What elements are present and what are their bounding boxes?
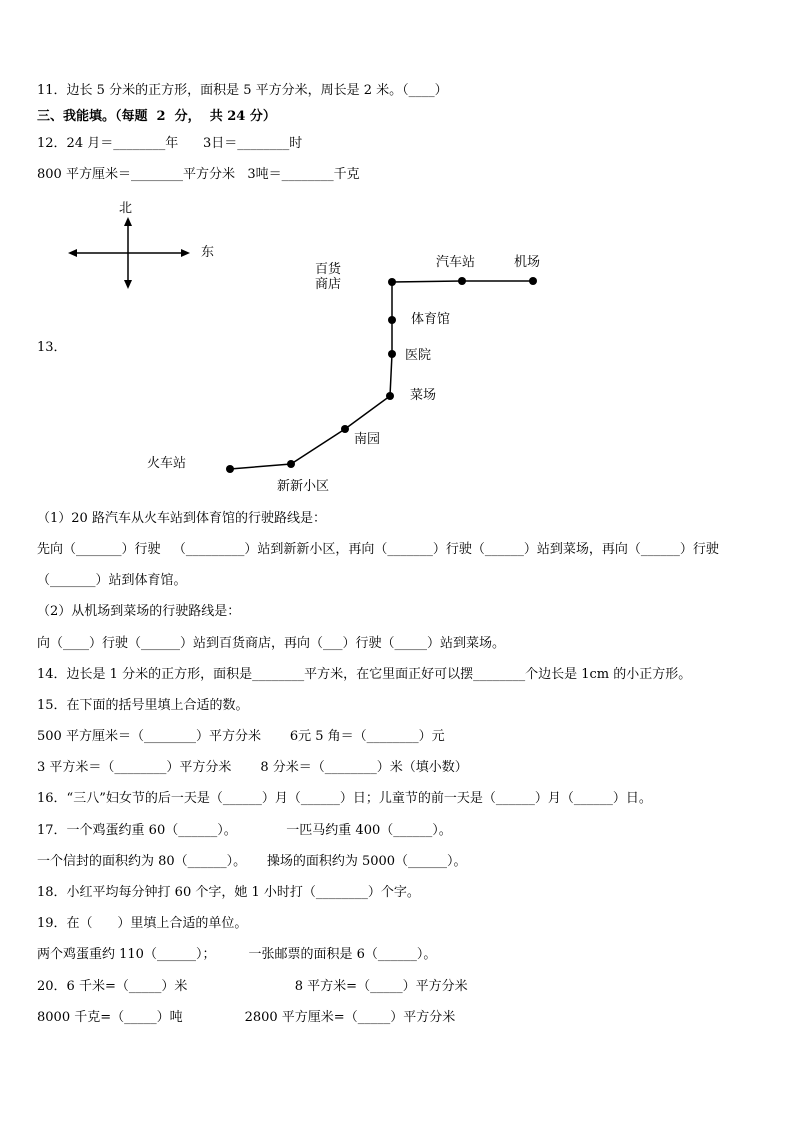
station-yiyuan-dot: [388, 350, 396, 358]
station-dots: [226, 277, 537, 473]
q20-line-b: 8000 千克=（_____）吨 2800 平方厘米=（_____）平方分米: [37, 1010, 456, 1025]
q13-sub2: （2）从机场到菜场的行驶路线是：: [37, 604, 241, 619]
station-tiyuguan-label: 体育馆: [411, 312, 451, 327]
q13-sub1-line-a: 先向（_______）行驶 （_________）站到新新小区，再向（_______）行驶（______）站到菜场，再向（______）行驶: [37, 542, 719, 557]
station-caichang-dot: [386, 392, 394, 400]
q13-sub2-line-a: 向（____）行驶（______）站到百货商店，再向（___）行驶（_____）站到菜场。: [37, 636, 506, 651]
q15-line-b: 3 平方米＝（________）平方分米 8 分米＝（________）米（填小数）: [37, 760, 468, 775]
bus-route-map: [0, 195, 794, 495]
station-baihuo-label-2: 商店: [315, 277, 342, 292]
station-xinxin-label: 新新小区: [277, 479, 330, 494]
route-lines: [230, 281, 533, 469]
station-jichang-label: 机场: [514, 255, 541, 270]
q12-line-2: 800 平方厘米＝________平方分米 3吨＝________千克: [37, 167, 360, 182]
station-labels: [147, 254, 540, 494]
q19-line-a: 两个鸡蛋重约 110（______）； 一张邮票的面积是 6（______）。: [37, 947, 437, 962]
q15-line-a: 500 平方厘米＝（________）平方分米 6元 5 角＝（________）元: [37, 729, 445, 744]
q13-sub1-line-b: （_______）站到体育馆。: [37, 573, 187, 588]
compass-north-label: 北: [119, 201, 133, 216]
compass-east-label: 东: [201, 245, 215, 260]
q13-number: 13．: [37, 340, 67, 355]
q17-line-b: 一个信封的面积约为 80（______）。 操场的面积约为 5000（______）。: [37, 854, 467, 869]
station-nanyuan-dot: [341, 425, 349, 433]
station-caichang-label: 菜场: [410, 388, 437, 403]
section-3-heading: 三、我能填。（每题 2 分， 共 24 分）: [37, 109, 276, 124]
compass: [68, 201, 214, 289]
q18-line: 18．小红平均每分钟打 60 个字，她 1 小时打（________）个字。: [37, 885, 420, 900]
q12-line-1: 12．24 月＝________年 3日＝________时: [37, 136, 303, 151]
q19-line: 19．在（ ）里填上合适的单位。: [37, 916, 248, 931]
q11-line: 11．边长 5 分米的正方形，面积是 5 平方分米，周长是 2 米。（____）: [37, 83, 448, 98]
q16-line: 16．“三八”妇女节的后一天是（______）月（______）日；儿童节的前一天是（______）月（______）日。: [37, 791, 652, 806]
station-nanyuan-label: 南园: [354, 432, 381, 447]
station-qichezhan-label: 汽车站: [436, 255, 476, 270]
station-yiyuan-label: 医院: [405, 348, 432, 363]
station-huochezhan-label: 火车站: [147, 456, 187, 471]
q17-line-a: 17．一个鸡蛋约重 60（______）。 一匹马约重 400（______）。: [37, 823, 452, 838]
station-baihuo-dot: [388, 278, 396, 286]
q15-line: 15．在下面的括号里填上合适的数。: [37, 698, 249, 713]
station-qichezhan-dot: [458, 277, 466, 285]
q20-line-a: 20．6 千米=（_____）米 8 平方米=（_____）平方分米: [37, 979, 468, 994]
station-jichang-dot: [529, 277, 537, 285]
station-huochezhan-dot: [226, 465, 234, 473]
station-baihuo-label-1: 百货: [315, 262, 342, 277]
q14-line: 14．边长是 1 分米的正方形，面积是________平方米，在它里面正好可以摆________个边长是 1cm 的小正方形。: [37, 667, 692, 682]
station-xinxin-dot: [287, 460, 295, 468]
q13-sub1: （1）20 路汽车从火车站到体育馆的行驶路线是：: [37, 511, 326, 526]
station-tiyuguan-dot: [388, 316, 396, 324]
